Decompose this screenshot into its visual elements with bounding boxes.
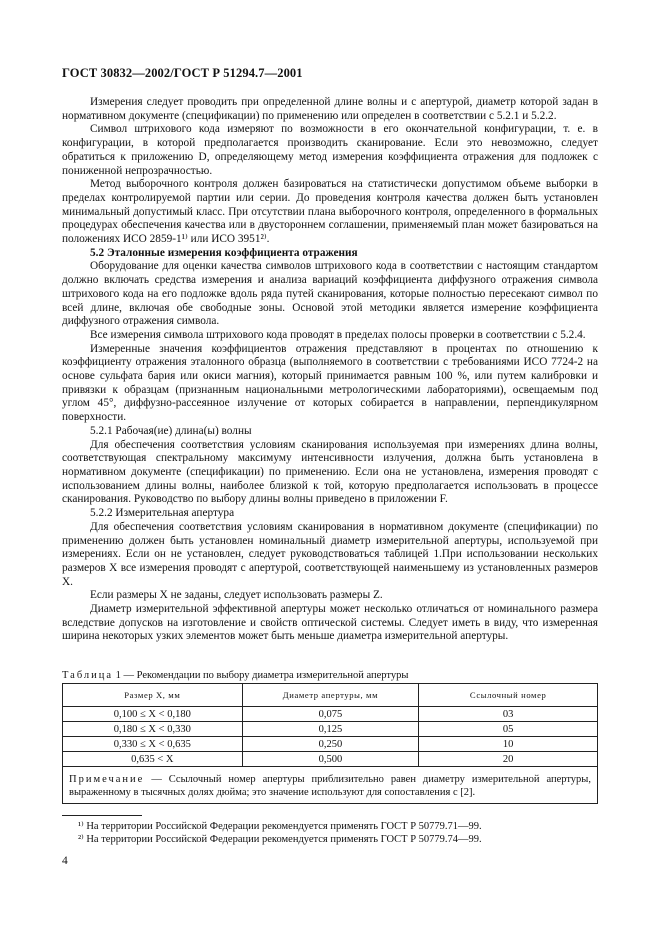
section-heading: 5.2 Эталонные измерения коэффициента отражения	[90, 246, 358, 259]
body-text	[62, 96, 598, 644]
paragraph: Все измерения символа штрихового кода проводят в пределах полосы проверки в соответствии с 5.2.4.	[90, 328, 586, 341]
table-caption	[62, 670, 408, 681]
subsection-heading: 5.2.2 Измерительная апертура	[90, 507, 235, 520]
paragraph: Символ штрихового кода измеряют по возможности в его окончательной конфигурации, т. е. в конфигурации, в которой предполагается производить сканирование. Если это невозможно, следует обратиться к приложению D, определяющему метод измерения коэффициента отражения для подложек с пониженной непрозрачностью.	[62, 123, 598, 177]
paragraph: Для обеспечения соответствия условиям сканирования используемая при измерениях длина волны, соответствующая спектральному максимуму интенсивности излучения, должна быть установлена в нормативном документе (спецификации) по применению. Если она не установлена, измерения проводят с использованием длины волны, наиболее близкой к той, которую предполагается использовать в процессе сканирования. Руководство по выбору длины волны приведено в приложении F.	[62, 438, 598, 506]
paragraph: Диаметр измерительной эффективной апертуры может несколько отличаться от номинального размера вследствие допусков на изготовление и свойств оптической системы. Следует иметь в виду, что измеренная ширина некоторых узких элементов может быть меньше диаметра измерительной апертуры.	[62, 603, 598, 643]
table-cell: 0,075	[242, 707, 419, 722]
aperture-table	[62, 683, 598, 804]
table-cell: 0,500	[242, 752, 419, 767]
table-note-row	[63, 767, 598, 804]
table-cell: 0,125	[242, 722, 419, 737]
table-row	[63, 752, 598, 767]
table-note	[63, 767, 598, 804]
table-caption-label: Таблица	[62, 670, 114, 681]
paragraph: Если размеры X не заданы, следует использовать размеры Z.	[90, 589, 383, 602]
table-cell: 0,180 ≤ X < 0,330	[63, 722, 243, 737]
document-header: ГОСТ 30832—2002/ГОСТ Р 51294.7—2001	[62, 66, 303, 80]
table-row	[63, 722, 598, 737]
subsection-heading: 5.2.1 Рабочая(ие) длина(ы) волны	[90, 424, 252, 437]
table-cell: 05	[419, 722, 598, 737]
note-label: Примечание	[69, 774, 145, 785]
paragraph: Измеренные значения коэффициентов отражения представляют в процентах по отношению к коэффициенту отражения эталонного образца (выполняемого в соответствии с требованиями ИСО 7724-2 на основе сульфата бария или окиси магния), который принимается равным 100 %, или путем калибровки и привязки к образцам (признанным национальными метрологическими лабораториями), освещаемым под углом 45°, диффузно-рассеянное излучение от которых собирается в направлении, перпендикулярном поверхности.	[62, 342, 598, 424]
footnote: ²⁾ На территории Российской Федерации рекомендуется применять ГОСТ Р 50779.74—99.	[78, 834, 482, 845]
table-cell: 0,330 ≤ X < 0,635	[63, 737, 243, 752]
paragraph: Оборудование для оценки качества символов штрихового кода в соответствии с настоящим стандартом должно включать средства измерения и анализа вариаций коэффициента диффузного отражения символа штрихового кода на его подложке вдоль ряда путей сканирования, которые полностью пересекают символ по всей длине, включая обе свободные зоны. Основой этой методики является измерение коэффициента диффузного отражения символа.	[62, 260, 598, 328]
table-header-row	[63, 684, 598, 707]
column-header: Размер X, мм	[63, 684, 243, 707]
note-text: — Ссылочный номер апертуры приблизительно равен диаметру измерительной апертуры, выраженному в тысячных долях дюйма; это значение используют для сопоставления с [2].	[69, 774, 591, 798]
table-row	[63, 707, 598, 722]
table-cell: 0,100 ≤ X < 0,180	[63, 707, 243, 722]
paragraph: Метод выборочного контроля должен базироваться на статистически допустимом объеме выборки в пределах контролируемой партии или серии. До проведения контроля качества должен быть установлен минимальный допустимый класс. При отсутствии плана выборочного контроля, определенного в формальных процедурах обеспечения качества или в двустороннем соглашении, применяемый план может базироваться на положениях ИСО 2859-1¹⁾ или ИСО 3951²⁾.	[62, 178, 598, 246]
table-cell: 10	[419, 737, 598, 752]
footnote-divider	[62, 815, 142, 816]
column-header: Диаметр апертуры, мм	[242, 684, 419, 707]
column-header: Ссылочный номер	[419, 684, 598, 707]
page-number: 4	[62, 855, 68, 867]
paragraph: Измерения следует проводить при определенной длине волны и с апертурой, диаметр которой задан в нормативном документе (спецификации) по применению или определен в соответствии с 5.2.1 и 5.2.2.	[62, 96, 598, 122]
table-row	[63, 737, 598, 752]
paragraph: Для обеспечения соответствия условиям сканирования в нормативном документе (спецификации) по применению должен быть установлен номинальный диаметр измерительной апертуры, используемой при измерениях. Если он не установлен, следует руководствоваться таблицей 1.При использовании нескольких размеров X все измерения проводят с апертурой, соответствующей наименьшему из установленных размеров X.	[62, 520, 598, 588]
table-cell: 0,635 < X	[63, 752, 243, 767]
table-caption-text: 1 — Рекомендации по выбору диаметра измерительной апертуры	[113, 670, 409, 681]
table-cell: 0,250	[242, 737, 419, 752]
table-cell: 03	[419, 707, 598, 722]
footnote: ¹⁾ На территории Российской Федерации рекомендуется применять ГОСТ Р 50779.71—99.	[78, 821, 482, 832]
table-cell: 20	[419, 752, 598, 767]
